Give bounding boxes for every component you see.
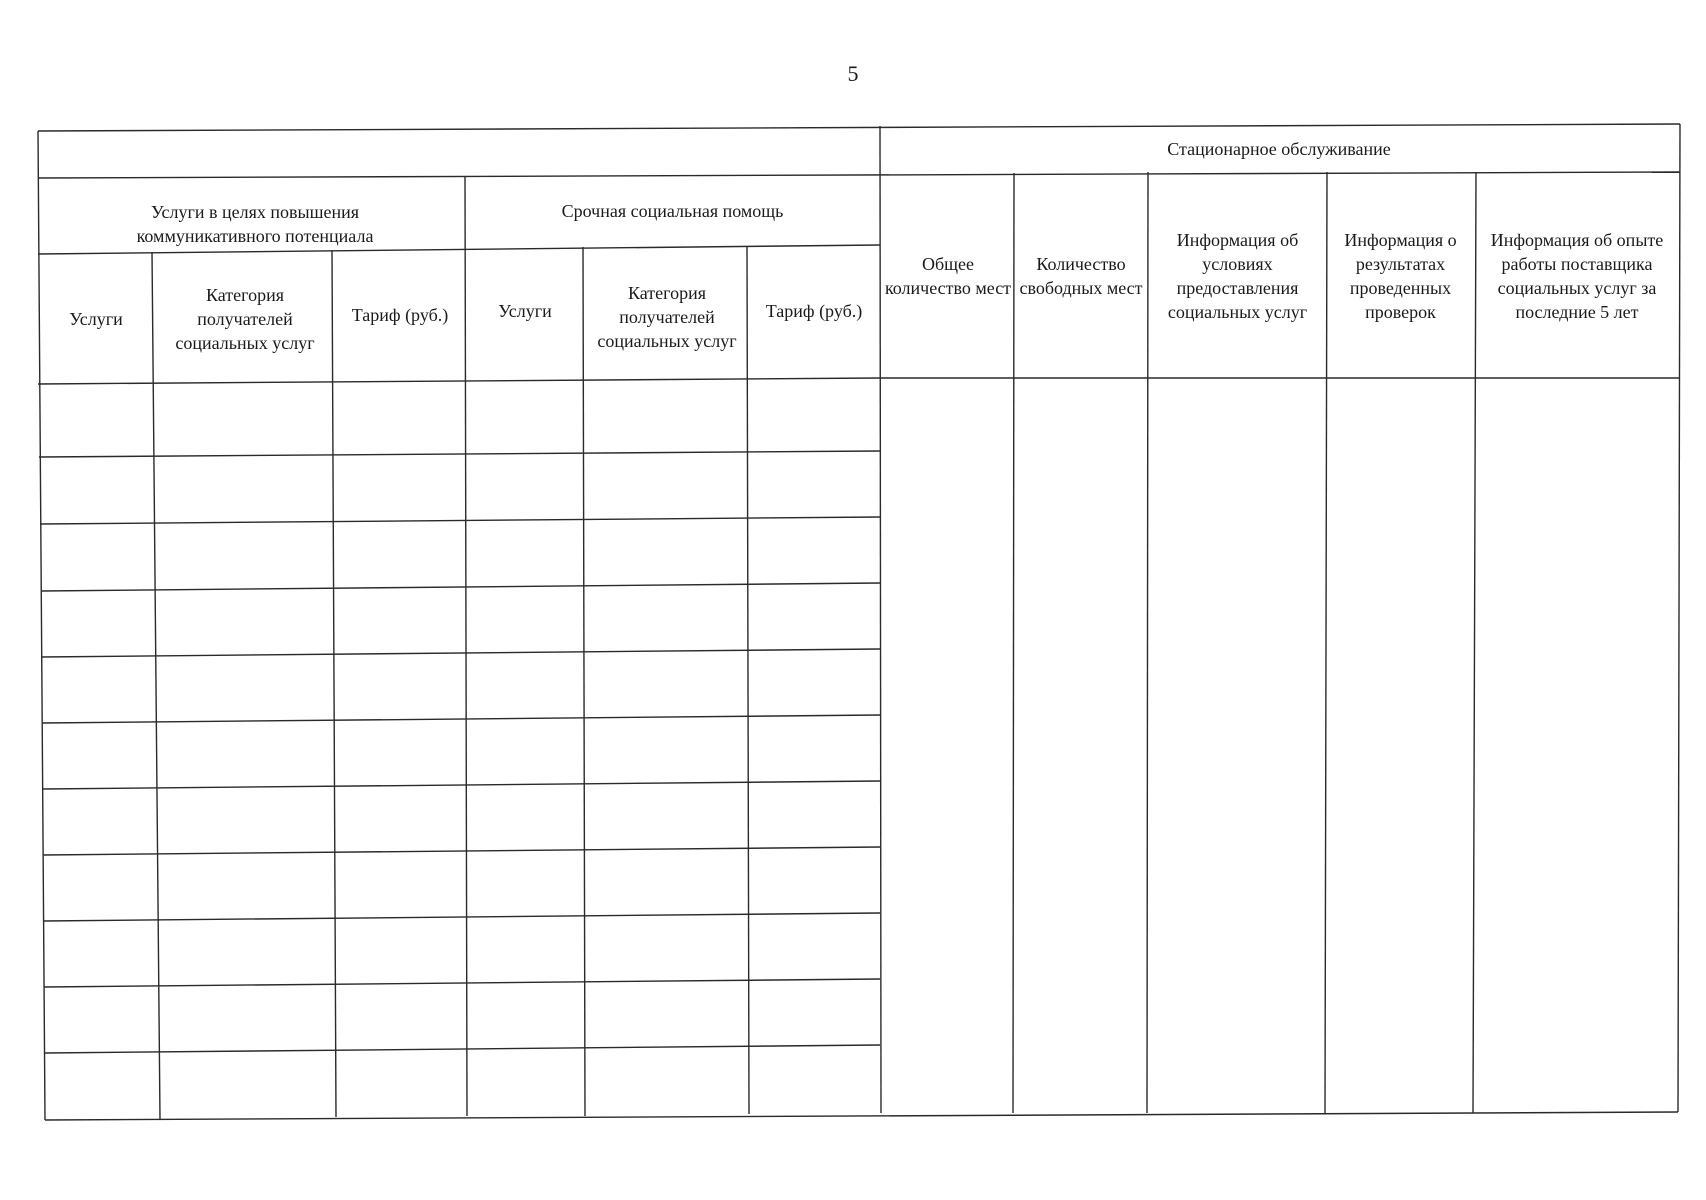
column-header-services: Услуги xyxy=(69,309,123,329)
column-header-total-places: Общее количество мест xyxy=(884,254,1012,298)
column-header-recipient-category: Категория получателей социальных услуг xyxy=(175,285,315,353)
group-header-urgent: Срочная социальная помощь xyxy=(561,201,784,221)
column-header-services: Услуги xyxy=(498,301,552,321)
column-header-tariff: Тариф (руб.) xyxy=(765,301,863,321)
column-header-recipient-category: Категория получателей социальных услуг xyxy=(597,283,737,351)
column-header-tariff: Тариф (руб.) xyxy=(351,305,449,325)
page-number: 5 xyxy=(847,61,859,86)
column-header-provider-experience: Информация об опыте работы поставщика социальных услуг за последние 5 лет xyxy=(1490,230,1664,322)
group-header-communicative: Услуги в целях повышения коммуникативного потенциала xyxy=(136,202,374,246)
column-header-free-places: Количество свободных мест xyxy=(1019,254,1143,298)
column-header-inspection-results: Информация о результатах проведенных проверок xyxy=(1344,230,1457,322)
group-header-inpatient: Стационарное обслуживание xyxy=(1167,139,1391,159)
column-header-provision-conditions: Информация об условиях предоставления социальных услуг xyxy=(1167,230,1308,322)
